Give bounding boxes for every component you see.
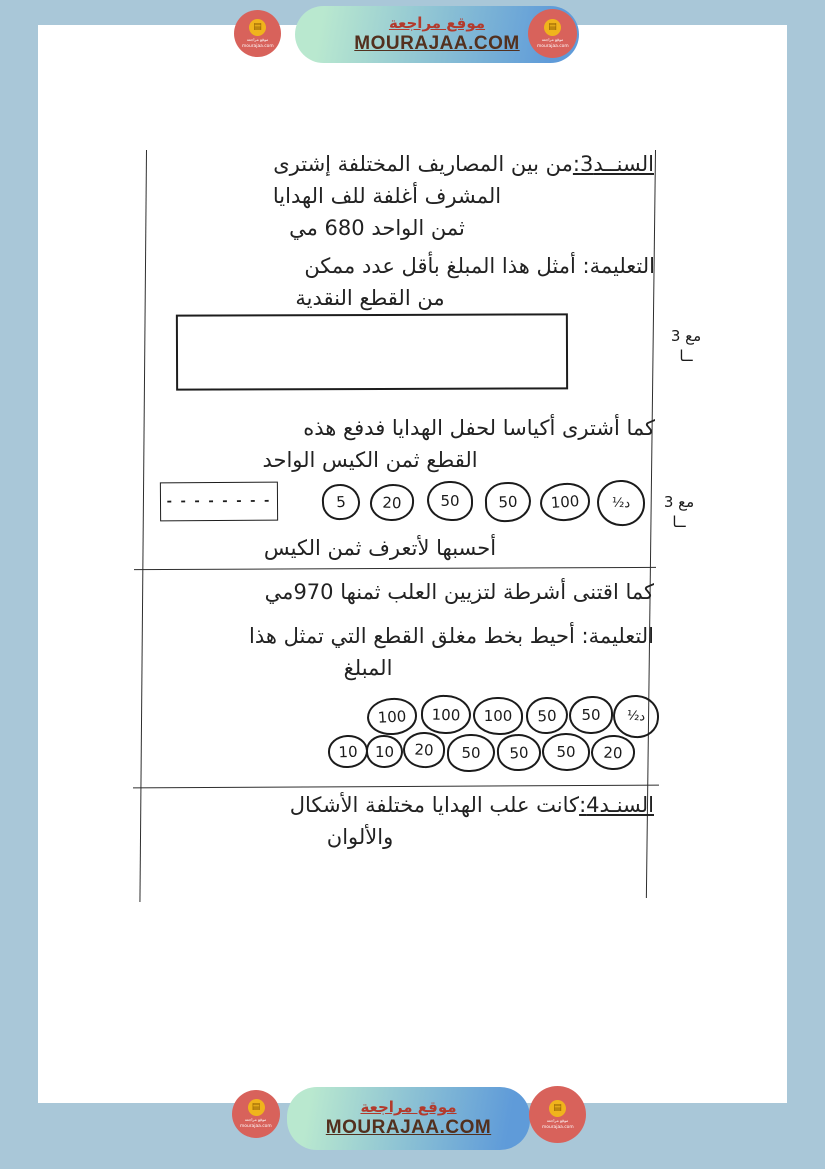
section3-heading-line bbox=[152, 152, 654, 176]
section3-line2: المشرف أغلفة للف الهدايا bbox=[272, 184, 502, 208]
coin[interactable]: 100 bbox=[366, 697, 418, 737]
dashes-placeholder: - - - - - - - - bbox=[166, 493, 272, 510]
book-icon: ▤ bbox=[248, 1099, 265, 1116]
instruction2-line1: التعليمة: أحيط بخط مغلق القطع التي تمثل هذا bbox=[249, 624, 654, 648]
margin-note-bottom: ــا bbox=[679, 347, 693, 365]
mourajaa-logo bbox=[528, 9, 577, 58]
coin[interactable]: 50 bbox=[496, 733, 542, 772]
calc-line: أحسبها لأتعرف ثمن الكيس bbox=[263, 536, 497, 560]
coin[interactable]: 100 bbox=[473, 697, 523, 735]
coin-half-dinar: د½ bbox=[596, 479, 646, 527]
answer-box[interactable] bbox=[176, 313, 568, 390]
coin[interactable]: 50 bbox=[569, 696, 613, 734]
section3-label: السنــد3: bbox=[572, 152, 654, 176]
logo-arabic-text: موقع مراجعة bbox=[541, 37, 564, 42]
price-answer-box[interactable] bbox=[160, 482, 278, 522]
section3-line3: ثمن الواحد 680 مي bbox=[289, 216, 465, 240]
mourajaa-logo bbox=[234, 10, 281, 57]
logo-arabic-text: موقع مراجعة bbox=[245, 1117, 267, 1122]
instruction-line1: التعليمة: أمثل هذا المبلغ بأقل عدد ممكن bbox=[304, 254, 655, 278]
site-name-arabic[interactable]: موقع مراجعة bbox=[388, 14, 486, 32]
coin-half-dinar[interactable]: د½ bbox=[612, 693, 661, 739]
coin[interactable]: 50 bbox=[542, 733, 590, 771]
book-icon: ▤ bbox=[549, 1100, 566, 1117]
coin[interactable]: 10 bbox=[366, 735, 403, 768]
coin[interactable]: 50 bbox=[447, 734, 495, 772]
mourajaa-logo bbox=[529, 1086, 586, 1143]
coin: 100 bbox=[539, 481, 592, 522]
coin: 5 bbox=[321, 483, 361, 521]
site-url-link[interactable]: MOURAJAA.COM bbox=[325, 1117, 492, 1138]
margin-note-bottom: ــا bbox=[672, 513, 686, 531]
margin-criteria-note bbox=[662, 326, 710, 366]
instruction2-line2: المبلغ bbox=[343, 656, 393, 680]
section4-heading-line bbox=[140, 793, 654, 817]
coin[interactable]: 10 bbox=[327, 734, 368, 768]
logo-url-text: mourajaa.com bbox=[536, 42, 569, 48]
section4-label: السنـد4: bbox=[579, 793, 654, 817]
margin-note-top: مع 3 bbox=[663, 493, 695, 511]
book-icon: ▤ bbox=[544, 19, 561, 36]
logo-url-text: mourajaa.com bbox=[241, 42, 274, 48]
logo-url-text: mourajaa.com bbox=[541, 1123, 574, 1129]
instruction-line2: من القطع النقدية bbox=[295, 286, 445, 310]
section4-line2: والألوان bbox=[326, 825, 394, 849]
coin: 20 bbox=[369, 483, 414, 522]
site-name-arabic[interactable]: موقع مراجعة bbox=[360, 1098, 457, 1116]
site-url-link[interactable]: MOURAJAA.COM bbox=[354, 33, 520, 54]
coin: 50 bbox=[427, 481, 473, 521]
coin[interactable]: 20 bbox=[590, 734, 635, 771]
coin: 50 bbox=[484, 481, 531, 523]
margin-note-top: مع 3 bbox=[670, 327, 702, 345]
site-link-banner[interactable] bbox=[287, 1087, 530, 1150]
logo-url-text: mourajaa.com bbox=[240, 1123, 272, 1129]
logo-arabic-text: موقع مراجعة bbox=[546, 1118, 569, 1123]
margin-criteria-note bbox=[655, 492, 703, 532]
question2-line1: كما أشترى أكياسا لحفل الهدايا فدفع هذه bbox=[303, 416, 655, 440]
logo-arabic-text: موقع مراجعة bbox=[246, 37, 269, 42]
coin[interactable]: 20 bbox=[402, 731, 446, 769]
book-icon: ▤ bbox=[249, 19, 266, 36]
coin[interactable]: 100 bbox=[420, 694, 471, 735]
section3-line1: من بين المصاريف المختلفة إشترى bbox=[273, 152, 573, 176]
question2-line2: القطع ثمن الكيس الواحد bbox=[262, 448, 478, 472]
mourajaa-logo bbox=[232, 1090, 280, 1138]
question3-line: كما اقتنى أشرطة لتزيين العلب ثمنها 970مي bbox=[264, 580, 654, 604]
coin[interactable]: 50 bbox=[525, 696, 568, 734]
section4-line1: كانت علب الهدايا مختلفة الأشكال bbox=[289, 793, 580, 817]
